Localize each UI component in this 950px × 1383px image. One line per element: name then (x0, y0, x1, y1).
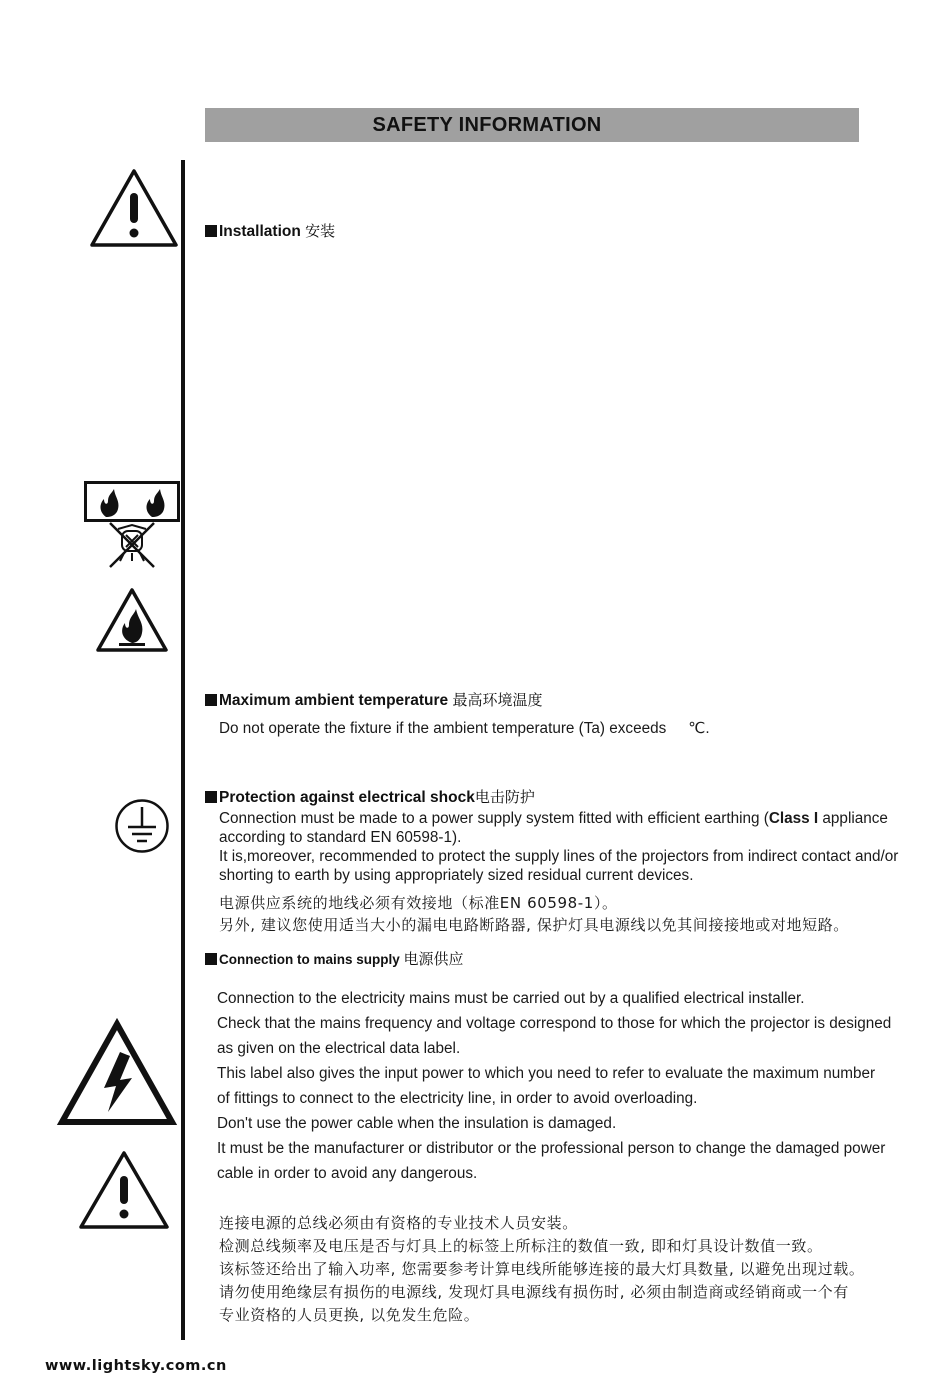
shock-line-2: according to standard EN 60598-1). (219, 829, 462, 846)
page-title: SAFETY INFORMATION (372, 113, 602, 136)
footer-url: www.lightsky.com.cn (45, 1358, 227, 1374)
mains-heading: Connection to mains supply 电源供应 (205, 948, 464, 969)
temperature-text: Do not operate the fixture if the ambient temperature (Ta) exceeds ℃. (219, 720, 710, 737)
no-flammable-surface-icon (84, 481, 180, 571)
mains-cn-line: 专业资格的人员更换, 以免发生危险。 (219, 1306, 480, 1324)
mains-line: Don't use the power cable when the insulation is damaged. (217, 1115, 617, 1132)
earth-ground-icon (114, 798, 170, 854)
shock-line-4: shorting to earth by using appropriately sized residual current devices. (219, 867, 694, 884)
mains-cn-line: 该标签还给出了输入功率, 您需要参考计算电线所能够连接的最大灯具数量, 以避免出现过载。 (219, 1260, 865, 1278)
installation-heading: Installation 安装 (205, 220, 335, 241)
shock-line-3: It is,moreover, recommended to protect the supply lines of the projectors from indirect contact and/or (219, 848, 899, 865)
mains-cn-line: 连接电源的总线必须由有资格的专业技术人员安装。 (219, 1214, 578, 1232)
shock-line-1: Connection must be made to a power supply system fitted with efficient earthing (Class I appliance (219, 810, 888, 827)
mains-cn-line: 请勿使用绝缘层有损伤的电源线, 发现灯具电源线有损伤时, 必须由制造商或经销商或一个有 (219, 1283, 849, 1301)
electric-hazard-icon (56, 1018, 178, 1128)
mains-line: cable in order to avoid any dangerous. (217, 1165, 478, 1182)
warning-icon (88, 167, 180, 249)
flammable-hazard-icon (95, 587, 169, 653)
bullet-square (205, 225, 217, 237)
shock-cn-2: 另外, 建议您使用适当大小的漏电电路断路器, 保护灯具电源线以免其间接接地或对地短路。 (219, 916, 849, 934)
margin-divider (181, 160, 185, 1340)
shock-heading: Protection against electrical shock电击防护 (205, 786, 535, 807)
shock-cn-1: 电源供应系统的地线必须有效接地（标准EN 60598-1）。 (219, 894, 618, 912)
mains-line: Check that the mains frequency and voltage correspond to those for which the projector is designed (217, 1015, 892, 1032)
mains-line: This label also gives the input power to which you need to refer to evaluate the maximum number (217, 1065, 876, 1082)
header-banner (205, 108, 859, 142)
mains-cn-line: 检测总线频率及电压是否与灯具上的标签上所标注的数值一致, 即和灯具设计数值一致。 (219, 1237, 823, 1255)
mains-line: Connection to the electricity mains must be carried out by a qualified electrical installer. (217, 990, 805, 1007)
bullet-square (205, 791, 217, 803)
bullet-square (205, 953, 217, 965)
mains-line: It must be the manufacturer or distributor or the professional person to change the damaged power (217, 1140, 886, 1157)
temperature-heading: Maximum ambient temperature 最高环境温度 (205, 689, 542, 710)
mains-line: of fittings to connect to the electricity line, in order to avoid overloading. (217, 1090, 698, 1107)
warning-icon (78, 1150, 170, 1230)
mains-line: as given on the electrical data label. (217, 1040, 461, 1057)
bullet-square (205, 694, 217, 706)
